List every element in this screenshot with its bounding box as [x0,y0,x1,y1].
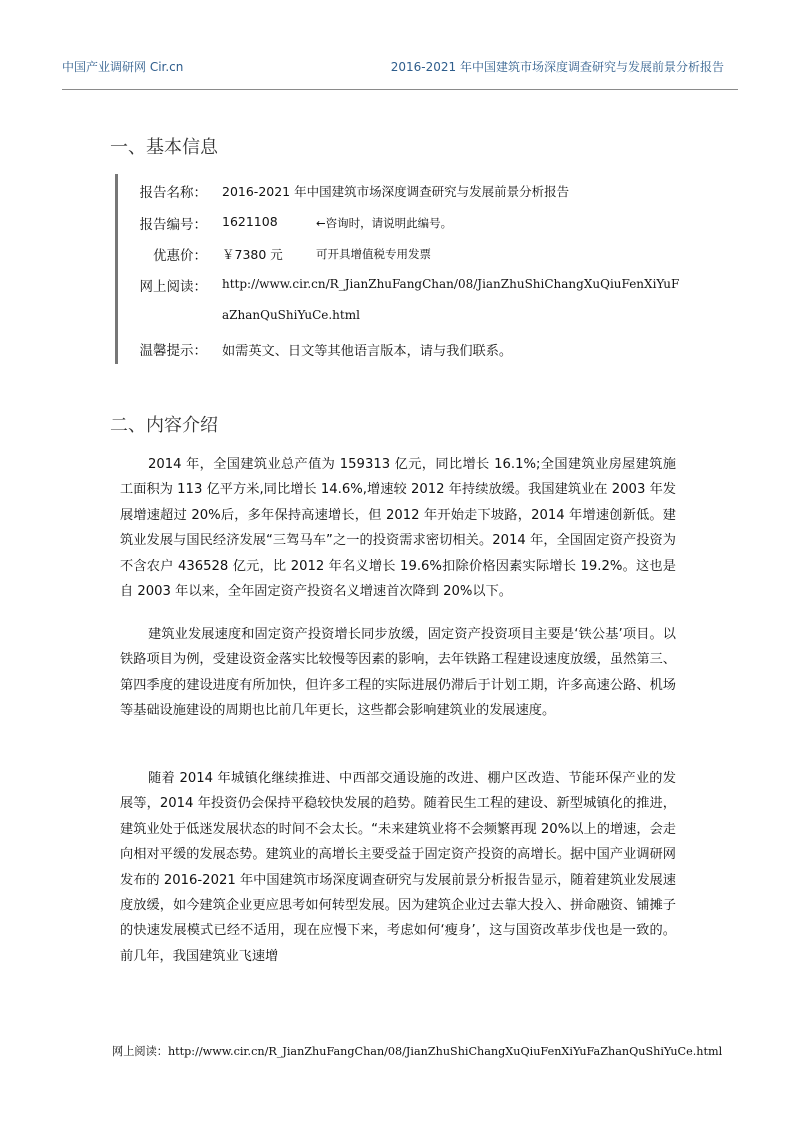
section-title-basic-info: 一、基本信息 [110,137,218,158]
tip-value: 如需英文、日文等其他语言版本，请与我们联系。 [222,344,513,359]
header-divider [62,89,738,90]
price-note: 可开具增值税专用发票 [316,247,431,261]
site-name: 中国产业调研网 Cir.cn [62,60,184,74]
header-report-title: 2016-2021 年中国建筑市场深度调查研究与发展前景分析报告 [390,60,724,74]
price-value: ￥7380 元 [222,247,283,262]
report-number-note: ←咨询时，请说明此编号。 [316,216,453,230]
content-paragraph-2: 建筑业发展速度和固定资产投资增长同步放缓，固定资产投资项目主要是‘铁公基’项目。以铁路项目为例，受建设资金落实比较慢等因素的影响，去年铁路工程建设速度放缓，虽然第三、第四季度的建设进度有所加快，但许多工程的实际进展仍滞后于计划工期，许多高速公路、机场等基础设施建设的周期也比前几年更长，这些都会影响建筑业的发展速度。 [120,627,676,719]
online-reading-url-line1[interactable]: http://www.cir.cn/R_JianZhuFangChan/08/JianZhuShiChangXuQiuFenXiYuF [222,277,680,291]
footer-url-link[interactable]: http://www.cir.cn/R_JianZhuFangChan/08/JianZhuShiChangXuQiuFenXiYuFaZhanQuShiYuCe.html [167,1045,723,1058]
report-number-label: 报告编号： [139,217,207,233]
content-paragraph-3: 随着 2014 年城镇化继续推进、中西部交通设施的改进、棚户区改造、节能环保产业的发展等，2014 年投资仍会保持平稳较快发展的趋势。随着民生工程的建设、新型城镇化的推进，建筑业处于低迷发展状态的时间不会太长。“未来建筑业将不会频繁再现 20%以上的增速，会走向相对平缓的发展态势。建筑业的高增长主要受益于固定资产投资的高增长。据中国产业调研网发布的 2016-2021 年中国建筑市场深度调查研究与发展前景分析报告显示，随着建筑业发展速度放缓，如今建筑企业更应思考如何转型发展。因为建筑企业过去靠大投入、拼命融资、铺摊子的快速发展模式已经不适用，现在应慢下来，考虑如何‘瘦身’，这与国资改革步伐也是一致的。前几年，我国建筑业飞速增 [120,771,676,964]
price-label: 优惠价： [153,248,207,264]
report-name-value: 2016-2021 年中国建筑市场深度调查研究与发展前景分析报告 [222,184,570,199]
info-block-bar [115,174,118,364]
footer-reading-link [112,1043,722,1059]
content-paragraph-1: 2014 年，全国建筑业总产值为 159313 亿元，同比增长 16.1%;全国建筑业房屋建筑施工面积为 113 亿平方米,同比增长 14.6%,增速较 2012 年持续放缓。我国建筑业在 2003 年发展增速超过 20%后，多年保持高速增长，但 2012 年开始走下坡路，2014 年增速创新低。建筑业发展与国民经济发展“三驾马车”之一的投资需求密切相关。2014 年，全国固定资产投资为不含农户 436528 亿元，比 2012 年名义增长 19.6%扣除价格因素实际增长 19.2%。这也是自 2003 年以来，全年固定资产投资名义增速首次降到 20%以下。 [120,457,676,600]
online-reading-url-line2[interactable]: aZhanQuShiYuCe.html [222,308,360,322]
report-number-value: 1621108 [222,214,278,229]
online-reading-label: 网上阅读： [139,279,207,295]
footer-label: 网上阅读： [112,1045,168,1058]
tip-label: 温馨提示： [139,343,207,359]
report-name-label: 报告名称： [139,185,207,201]
section-title-content-intro: 二、内容介绍 [110,415,218,436]
